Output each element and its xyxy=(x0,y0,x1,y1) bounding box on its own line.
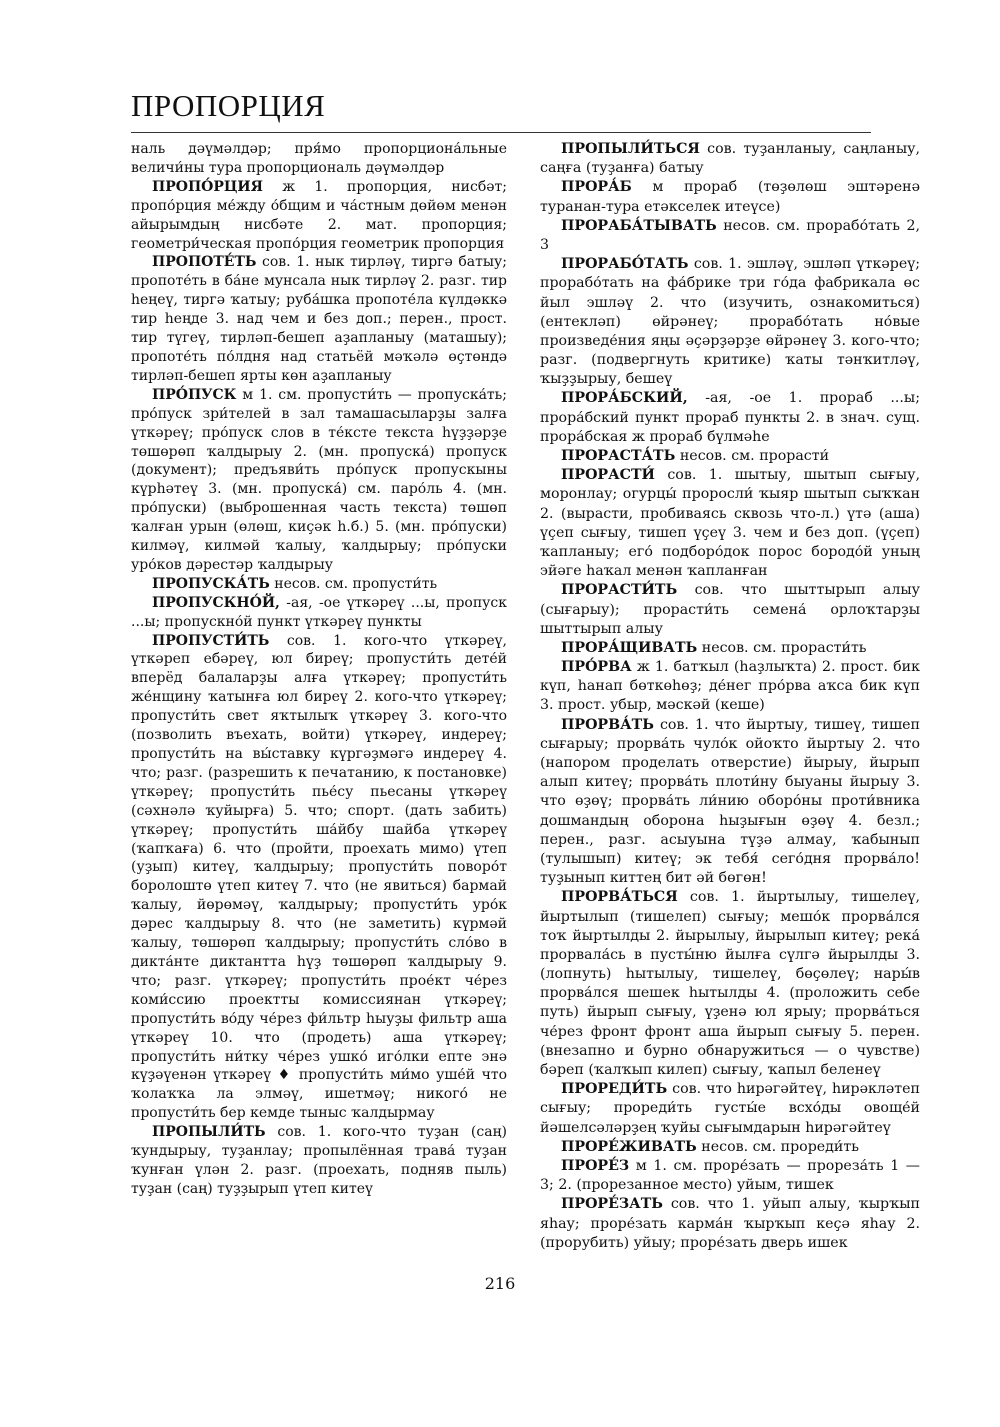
dictionary-entry xyxy=(131,594,507,632)
dictionary-entry xyxy=(540,178,920,216)
dictionary-entry xyxy=(540,389,920,447)
dictionary-entry xyxy=(131,575,507,594)
entry-headword: ПРОПОТЕ́ТЬ xyxy=(152,254,257,271)
entry-headword: ПРОРАБА́ТЫВАТЬ xyxy=(561,217,717,234)
entry-definition: ж 1. пропорция, нисбәт; пропо́рция ме́жду о́бщим и ча́стным дөйөм менән айырымдың нисбәте 2. мат. пропорция; геометри́ческая пропо́рция геометрик пропорция xyxy=(131,178,508,252)
entry-definition: несов. см. прорабо́тать 2, 3 xyxy=(540,217,920,253)
entry-definition: сов. 1. йыртылыу, тишелеү, йыртылып (тишелеп) сығыу; мешо́к прорва́лся тоҡ йыртылды 2. йырылыу, йырылып китеү; река́ прорвала́сь в пусты́ню йылға сүлгә йырылды 3. (лопнуть) һытылыу, тишелеү, бөҫөлеү; нары́в прорва́лся шешек һытылды 4. (проложить себе путь) йырып сығыу, үҙенә юл ярыу; прорва́ться че́рез фронт фронт аша йырып сығыу 5. перен. (внезапно и бурно обнаружиться — о чувстве) бәреп (ҡалҡып килеп) сығыу, ҡапыл беленеү xyxy=(540,889,920,1078)
dictionary-entry xyxy=(540,466,920,581)
entry-definition: несов. см. прореди́ть xyxy=(701,1138,859,1155)
dictionary-entry xyxy=(131,386,507,575)
entry-headword: ПРОРЕ́ЖИВАТЬ xyxy=(561,1138,697,1155)
entry-definition: сов. 1. кого-что туҙан (саң) ҡундырыу, туҙанлау; пропылённая трава́ туҙан ҡунған үлән 2. разг. (проехать, подняв пыль) туҙан (саң) туҙҙырып үтеп китеү xyxy=(131,1124,508,1197)
dictionary-entry xyxy=(540,1157,920,1195)
entry-definition: сов. что һирәгәйтеү, һирәкләтеп сығыу; прореди́ть густы́е всхо́ды овоще́й йәшелсәләрҙең ҡуйы сығымдарын һирәгәйтеү xyxy=(540,1081,920,1136)
dictionary-entry xyxy=(131,178,507,254)
entry-definition: наль дәүмәлдәр; пря́мо пропорциона́льные величи́ны тура пропорциональ дәүмәлдәр xyxy=(131,141,507,176)
entry-headword: ПРОПУСКНО́Й, xyxy=(152,594,280,611)
dictionary-entry xyxy=(131,1123,507,1199)
entry-definition: сов. 1. кого-что үткәреү, үткәреп ебәреү, юл биреү; пропусти́ть дете́й вперёд балаларҙы алға үткәреү; пропусти́ть же́нщину ҡатынға юл биреү 2. кого-что үткәреү; пропусти́ть свет яҡтылыҡ үткәреү 3. кого-что (позволить въехать, войти) үткәреү, индереү; пропусти́ть на вы́ставку күргәҙмәгә индереү 4. что; разг. (разрешить к печатанию, к постановке) үткәреү; пропусти́ть пье́су пьесаны үткәреү (сәхнәлә ҡуйырға) 5. что; спорт. (дать забить) үткәреү; пропусти́ть ша́йбу шайба үткәреү (ҡапҡаға) 6. что (пройти, проехать мимо) үтеп (уҙып) китеү, ҡалдырыу; пропусти́ть поворо́т боролоштө үтеп китеү 7. что (не явиться) бармай ҡалыу, йөрөмәү, ҡалдырыу; пропусти́ть уро́к дәрес ҡалдырыу 8. что (не заметить) күрмәй ҡалыу, төшөрөп ҡалдырыу; пропусти́ть сло́во в дикта́нте диктантта һүҙ төшөрөп ҡалдырыу 9. что; разг. үткәреү; пропусти́ть прое́кт че́рез коми́ссию проектты комиссиянан үткәреү; пропусти́ть во́ду че́рез фи́льтр һыуҙы фильтр аша үткәреү 10. что (продеть) аша үткәреү; пропусти́ть ни́тку че́рез ушко́ иго́лки епте энә күҙәүенән үткәреү ♦ пропусти́ть ми́мо уше́й что ҡолаҡҡа ла элмәү, ишетмәү; никого́ не пропусти́ть бер кемде тыныс ҡалдырмау xyxy=(131,632,507,1122)
entry-headword: ПРОРЕДИ́ТЬ xyxy=(561,1081,668,1098)
right-column xyxy=(540,140,920,1253)
entry-headword: ПРОРА́ЩИВАТЬ xyxy=(561,639,698,656)
entry-headword: ПРОРЕ́ЗАТЬ xyxy=(561,1196,663,1213)
left-column xyxy=(131,140,507,1199)
header-rule xyxy=(131,132,871,133)
entry-definition: несов. см. прорасти́ xyxy=(679,448,830,464)
dictionary-entry xyxy=(540,888,920,1080)
entry-definition: несов. см. прорасти́ть xyxy=(701,639,867,656)
entry-definition: ж 1. батҡыл (һаҙлыҡта) 2. прост. бик күп, һанап бөткөһөҙ; де́нег про́рва аҡса бик күп 3. прост. убыр, мәскәй (кеше) xyxy=(540,659,920,714)
entry-headword: ПРОПУСКА́ТЬ xyxy=(152,575,270,592)
entry-headword: ПРО́РВА xyxy=(561,659,632,676)
entry-headword: ПРОПО́РЦИЯ xyxy=(152,178,263,195)
dictionary-entry xyxy=(540,581,920,639)
entry-headword: ПРОРВА́ТЬСЯ xyxy=(561,889,678,906)
entry-headword: ПРОПУСТИ́ТЬ xyxy=(152,632,270,649)
entry-headword: ПРОРЕ́З xyxy=(561,1157,630,1174)
entry-definition: несов. см. пропусти́ть xyxy=(274,575,438,592)
entry-headword: ПРОРАБО́ТАТЬ xyxy=(561,256,689,273)
entry-definition: сов. что 1. уйып алыу, ҡырҡып яһау; проре́зать карма́н ҡырҡып кеҫә яһау 2. (прорубить) уйыу; проре́зать дверь ишек xyxy=(540,1196,920,1251)
dictionary-entry xyxy=(540,255,920,389)
dictionary-entry xyxy=(540,217,920,255)
dictionary-entry xyxy=(540,639,920,658)
dictionary-entry xyxy=(131,253,507,385)
entry-headword: ПРОРВА́ТЬ xyxy=(561,716,654,733)
entry-definition: -ая, -ое үткәреү ...ы, пропуск ...ы; пропускно́й пункт үткәреү пункты xyxy=(131,594,508,630)
entry-headword: ПРОРА́БСКИЙ, xyxy=(561,390,688,407)
dictionary-entry xyxy=(540,1195,920,1253)
dictionary-entry xyxy=(540,1080,920,1138)
dictionary-entry xyxy=(131,140,507,178)
entry-definition: м 1. см. проре́зать — прореза́ть 1 — 3; 2. (прорезанное место) уйым, тишек xyxy=(540,1157,920,1194)
page-number: 216 xyxy=(484,1274,516,1293)
dictionary-entry xyxy=(540,658,920,716)
dictionary-entry xyxy=(540,447,920,466)
entry-headword: ПРОРАСТИ́ТЬ xyxy=(561,582,678,599)
entry-headword: ПРОРАСТА́ТЬ xyxy=(561,448,676,464)
entry-definition: м 1. см. пропусти́ть — пропуска́ть; про́пуск зри́телей в зал тамашасыларҙы залға үткәреү; про́пуск слов в те́ксте текста һүҙҙәрҙе төшөрөп ҡалдырыу 2. (мн. пропуска́) пропуск (документ); предъяви́ть про́пуск пропускыны күрһәтеү 3. (мн. пропуска́) см. паро́ль 4. (мн. про́пуски) (выброшенная часть текста) төшөп ҡалған урын (өлөш, киҫәк һ.б.) 5. (мн. про́пуски) килмәү, килмәй ҡалыу, ҡалдырыу; про́пуски уро́ков дәрестәр ҡалдырыу xyxy=(131,386,507,573)
entry-definition: -ая, -ое 1. прораб ...ы; прора́бский пункт прораб пункты 2. в знач. сущ. прора́бская ж прораб бүлмәһе xyxy=(540,390,920,445)
entry-headword: ПРОПЫЛИ́ТЬ xyxy=(152,1124,266,1141)
entry-headword: ПРОРА́Б xyxy=(561,179,632,196)
entry-definition: сов. что шыттырып алыу (сығарыу); прорасти́ть семена́ орлоҡтарҙы шыттырып алыу xyxy=(540,582,920,637)
entry-headword: ПРО́ПУСК xyxy=(152,386,237,403)
entry-definition: сов. 1. шытыу, шытып сығыу, моронлау; огурцы́ проросли́ ҡыяр шытып сыҡҡан 2. (вырасти, пробиваясь сквозь что-л.) үтә (аша) үҫеп сығыу, тишеп үҫеү 3. чем и без доп. (үҫеп) ҡапланыу; его́ подборо́док порос бородо́й уның эйәге һаҡал менән ҡапланған xyxy=(540,467,921,580)
entry-definition: м прораб (төҙөлөш эштәренә туранан-тура етәкселек итеүсе) xyxy=(540,179,920,215)
entry-definition: сов. туҙанланыу, саңланыу, саңға (туҙанға) батыу xyxy=(540,141,920,177)
entry-definition: сов. 1. нык тирләү, тиргә батыу; пропоте́ть в ба́не мунсала нык тирләү 2. разг. тир һеңеү, тиргә ҡатыу; руба́шка пропоте́ла күлдәккә тир һеңде 3. над чем и без доп.; перен., прост. тир түгеү, тирләп-бешеп аҙапланыу (маташыу); пропоте́ть по́лдня над статьёй мәҡәлә өҫтөндә тирләп-бешеп ярты көн аҙапланыу xyxy=(131,254,507,384)
entry-headword: ПРОПЫЛИ́ТЬСЯ xyxy=(561,141,700,157)
entry-definition: сов. 1. что йыртыу, тишеү, тишеп сығарыу; прорва́ть чуло́к ойоҡто йыртыу 2. что (напором проделать отверстие) йырыу, йырып алып китеү; прорва́ть плоти́ну быуаны йырыу 3. что өҙөү; прорва́ть ли́нию оборо́ны проти́вника дошмандың оборона һыҙығын өҙөү 4. безл.; перен., разг. асыуына түҙә алмау, ҡабынып (тулышып) китеү; эк тебя́ сего́дня прорва́ло! туҙынып киттең бит әй бөгөн! xyxy=(540,716,921,887)
dictionary-entry xyxy=(131,632,507,1124)
running-head: ПРОПОРЦИЯ xyxy=(131,88,326,123)
entry-headword: ПРОРАСТИ́ xyxy=(561,467,655,484)
dictionary-entry xyxy=(540,716,920,889)
dictionary-entry xyxy=(540,140,920,178)
entry-definition: сов. 1. эшләү, эшләп үткәреү; прорабо́тать на фа́брике три го́да фабрикала өс йыл эшләү 2. что (изучить, ознакомиться) (ентекләп) өйрәнеү; прорабо́тать но́вые произведе́ния яңы әҫәрҙәрҙе өйрәнеү 3. кого-что; разг. (подвергнуть критике) ҡаты тәнҡитләү, ҡыҙҙырыу, бешеү xyxy=(540,256,921,388)
dictionary-entry xyxy=(540,1138,920,1157)
